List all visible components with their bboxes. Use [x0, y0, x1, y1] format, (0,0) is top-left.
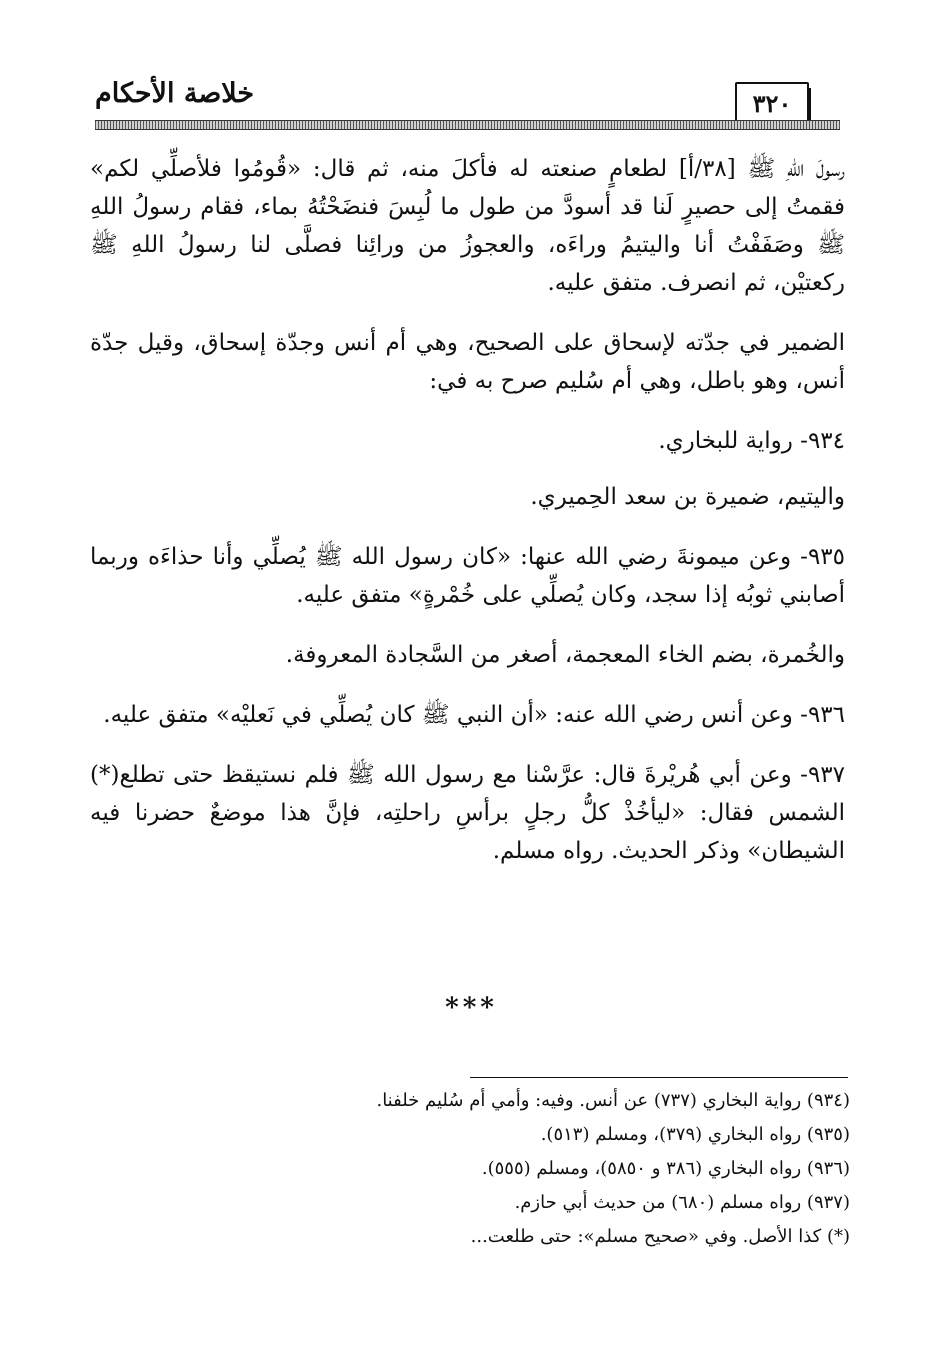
footnote-936: (٩٣٦) رواه البخاري (٣٨٦ و ٥٨٥٠)، ومسلم (٥٥٥).	[481, 1158, 850, 1179]
page-number: ٣٢٠	[735, 82, 809, 124]
paragraph-commentary-grandmother: الضمير في جدّته لإسحاق على الصحيح، وهي أم أنس وجدّة إسحاق، وقيل جدّة أنس، وهو باطل، وهي أم سُليم صرح به في:	[90, 330, 845, 394]
footnote-asterisk: (*) كذا الأصل. وفي «صحيح مسلم»: حتى طلعت...	[470, 1226, 850, 1247]
footnote-934: (٩٣٤) رواية البخاري (٧٣٧) عن أنس. وفيه: وأمي أم سُليم خلفنا.	[376, 1090, 850, 1111]
footnote-937: (٩٣٧) رواه مسلم (٦٨٠) من حديث أبي حازم.	[514, 1192, 850, 1213]
paragraph-hadith-934: ٩٣٤- رواية للبخاري.	[658, 428, 845, 454]
paragraph-hadith-935: ٩٣٥- وعن ميمونةَ رضي الله عنها: «كان رسول الله ﷺ يُصلِّي وأنا حذاءَه وربما أصابني ثوبُه إذا سجد، وكان يُصلِّي على خُمْرةٍ» متفق عليه.	[90, 544, 845, 608]
paragraph-hadith-937: ٩٣٧- وعن أبي هُريْرةَ قال: عرَّسْنا مع رسول الله ﷺ فلم نستيقظ حتى تطلع(*) الشمس فقال: «ليأخُذْ كلُّ رجلٍ برأسِ راحلتِه، فإنَّ هذا موضعٌ حضرنا فيه الشيطان» وذكر الحديث. رواه مسلم.	[90, 762, 845, 864]
main-text	[90, 150, 845, 892]
footnotes	[280, 1084, 850, 1254]
section-separator: ***	[445, 993, 498, 1023]
page-header	[95, 72, 840, 132]
footnote-935: (٩٣٥) رواه البخاري (٣٧٩)، ومسلم (٥١٣).	[540, 1124, 850, 1145]
paragraph-orphan-note: واليتيم، ضميرة بن سعد الحِميري.	[530, 484, 845, 510]
paragraph-hadith-continuation: رسولَ اللهِ ﷺ [٣٨/أ] لطعامٍ صنعته له فأكلَ منه، ثم قال: «قُومُوا فلأصلِّي لكم» فقمتُ إلى حصيرٍ لَنا قد أسودَّ من طول ما لُبِسَ فنضَحْتُهُ بماء، فقام رسولُ اللهِ ﷺ وصَفَفْتُ أنا واليتيمُ وراءَه، والعجوزُ من ورائِنا فصلَّى لنا رسولُ اللهِ ﷺ ركعتيْن، ثم انصرف. متفق عليه.	[90, 156, 845, 296]
paragraph-hadith-936: ٩٣٦- وعن أنس رضي الله عنه: «أن النبي ﷺ كان يُصلِّي في نَعليْه» متفق عليه.	[103, 702, 845, 728]
footnote-rule	[470, 1077, 848, 1078]
header-rule	[95, 120, 840, 130]
paragraph-khumra-note: والخُمرة، بضم الخاء المعجمة، أصغر من السَّجادة المعروفة.	[285, 642, 845, 668]
book-title: خلاصة الأحكام	[95, 78, 255, 109]
